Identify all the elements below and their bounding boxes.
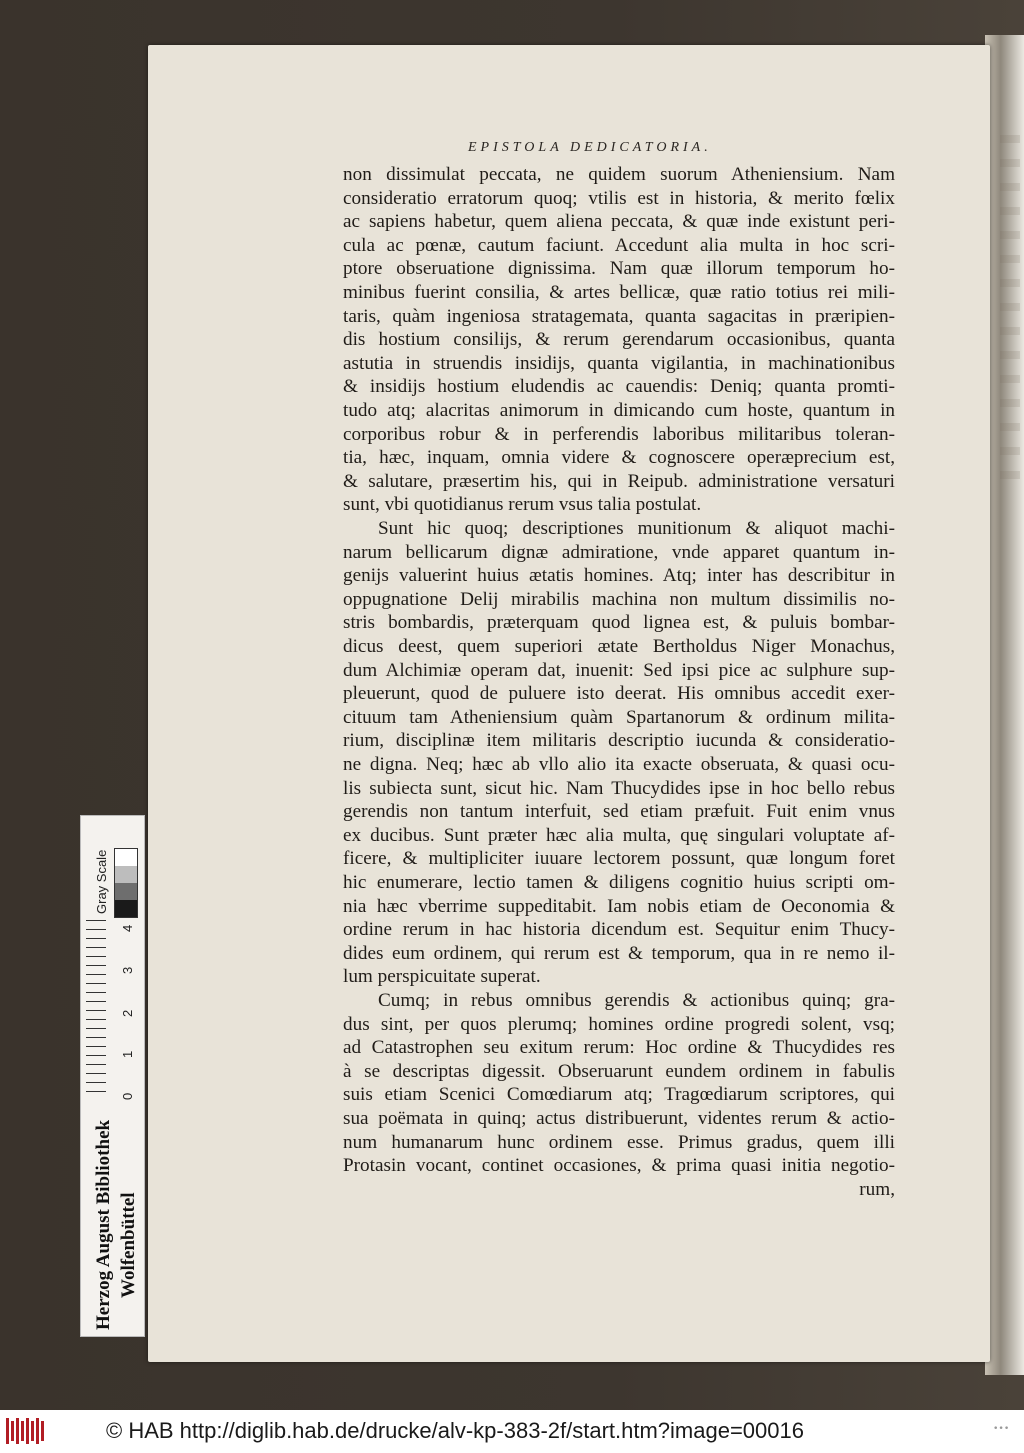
text-line: tia, hæc, inquam, omnia videre & cognoscere operæprecium est, xyxy=(343,447,895,469)
text-line: cituum tam Atheniensium quàm Spartanorum & ordinum milita- xyxy=(343,706,895,728)
logo-bar xyxy=(16,1418,19,1444)
text-line: nia hæc vberrime suppeditabit. Iam nobis etiam de Oeconomia & xyxy=(343,895,895,917)
logo-bar xyxy=(6,1418,9,1444)
text-line: ficere, & multipliciter iuuare lectorem possunt, quæ longum foret xyxy=(343,848,895,870)
text-line: stris bombardis, præterquam quod lignea est, & puluis bombar- xyxy=(343,612,895,634)
text-line: pleuerunt, quod de puluere isto deerat. His omnibus accedit exer- xyxy=(343,683,895,705)
text-line: rium, disciplinæ item militaris descriptio iucunda & consideratio- xyxy=(343,730,895,752)
text-line: hic enumerare, lectio tamen & diligens cognitio huius scripti om- xyxy=(343,872,895,893)
swatch xyxy=(115,866,137,883)
text-line: rum, xyxy=(859,1178,895,1200)
text-line: lis subiecta sunt, sicut hic. Nam Thucydides ipse in hoc bello rebus xyxy=(343,777,895,799)
text-line: ptore obseruatione dignissima. Nam quæ illorum temporum ho- xyxy=(343,258,895,280)
text-line: non dissimulat peccata, ne quidem suorum Atheniensium. Nam xyxy=(343,164,895,185)
text-line: minibus fuerint consilia, & artes bellicæ, quæ ratio totius rei mili- xyxy=(343,282,895,303)
text-line: dis hostium consilijs, & rerum gerendarum occasionibus, quanta xyxy=(343,329,895,351)
text-line: genijs valuerint huius ætatis homines. Atq; inter has describitur in xyxy=(343,565,895,587)
text-line: num humanarum hunc ordinem esse. Primus gradus, quem illi xyxy=(343,1131,895,1153)
text-line: sunt, vbi quotidianus rerum vsus talia postulat. xyxy=(343,494,702,516)
text-line: dus sint, per quos plerumq; homines ordine progredi solent, vsq; xyxy=(343,1013,895,1035)
text-line: narum bellicarum dignæ admiratione, vnde apparet quantum in- xyxy=(343,541,895,563)
text-line: Protasin vocant, continet occasiones, & prima quasi initia negotio- xyxy=(343,1155,895,1177)
text-line: lum perspicuitate superat. xyxy=(343,966,541,988)
tick-label: 1 xyxy=(120,1050,135,1058)
text-line: Cumq; in rebus omnibus gerendis & actionibus quinq; gra- xyxy=(378,990,895,1011)
swatch xyxy=(115,900,137,917)
copyright-link[interactable]: © HAB http://diglib.hab.de/drucke/alv-kp-383-2f/start.htm?image=00016 xyxy=(106,1418,804,1443)
text-line: ex ducibus. Sunt præter hæc alia multa, quę singulari voluptate af- xyxy=(343,824,895,846)
swatch xyxy=(115,883,137,900)
text-line: ac sapiens habetur, quem aliena peccata, & quæ inde existunt peri- xyxy=(343,211,895,233)
text-line: ne digna. Neq; hæc ab vllo alio ita exacte obseruata, & quasi ocu- xyxy=(343,754,895,775)
text-line: astutia in struendis insidijs, quanta vigilantia, in machinationibus xyxy=(343,352,895,374)
text-line: consideratio erratorum quoq; vtilis est in historia, & merito fœlix xyxy=(343,187,895,209)
text-line: cula ac pœnæ, cautum faciunt. Accedunt alia multa in hoc scri- xyxy=(343,234,895,256)
margin-bleed xyxy=(1000,135,1020,495)
text-line: oppugnatione Delij mirabilis machina non multum dissimilis no- xyxy=(343,588,895,610)
logo-bar xyxy=(41,1421,44,1441)
text-line: Sunt hic quoq; descriptiones munitionum & aliquot machi- xyxy=(378,518,895,539)
text-line: sua poëmata in quinq; actus distribuerunt, videntes rerum & actio- xyxy=(343,1108,895,1129)
library-city: Wolfenbüttel xyxy=(118,1192,139,1298)
text-line: suis etiam Scenici Comœdiarum atq; Tragœdiarum scriptores, qui xyxy=(343,1084,895,1106)
logo-bar xyxy=(26,1418,29,1444)
logo-bar xyxy=(21,1421,24,1441)
gray-scale-swatches xyxy=(114,848,138,918)
text-line: dides eum ordinem, qui rerum est & temporum, qua in re nemo il- xyxy=(343,942,895,964)
text-line: ordine rerum in hac historia dicendum est. Sequitur enim Thucy- xyxy=(343,919,895,941)
text-line: tudo atq; alacritas animorum in dimicando cum hoste, quantum in xyxy=(343,400,895,421)
text-line: & salutare, præsertim his, qui in Reipub. administratione versaturi xyxy=(343,470,895,492)
hab-logo-icon xyxy=(6,1418,46,1444)
library-name: Herzog August Bibliothek xyxy=(93,1119,114,1330)
dots-icon: ••• xyxy=(993,1424,1010,1434)
library-label xyxy=(83,1008,143,1328)
logo-bar xyxy=(36,1418,39,1444)
text-line: & insidijs hostium eludendis ac cauendis: Deniq; quanta promti- xyxy=(343,376,895,398)
text-line: dum Alchimiæ operam dat, inuenit: Sed ipsi pice ac sulphure sup- xyxy=(343,659,895,681)
tick-label: 0 xyxy=(120,1092,135,1100)
text-line: dicus deest, quem superiori ætate Bertholdus Niger Monachus, xyxy=(343,636,895,657)
text-line: gerendis non tantum interfuit, sed etiam præfuit. Fuit enim vnus xyxy=(343,801,895,823)
logo-bar xyxy=(11,1421,14,1441)
text-line: ad Catastrophen seu exitum rerum: Hoc ordine & Thucydides res xyxy=(343,1037,895,1059)
logo-bar xyxy=(31,1421,34,1441)
text-line: taris, quàm ingeniosa stratagemata, quanta sagacitas in præripien- xyxy=(343,305,895,327)
tick-label: 2 xyxy=(120,1009,135,1017)
tick-label: 4 xyxy=(120,924,135,932)
text-line: à se descriptas digessit. Obseruarunt eundem ordinem in fabulis xyxy=(343,1060,895,1082)
tick-label: 3 xyxy=(120,966,135,974)
running-head: EPISTOLA DEDICATORIA. xyxy=(468,140,712,155)
swatch xyxy=(115,849,137,866)
gray-scale-label: Gray Scale xyxy=(94,849,109,914)
text-line: corporibus robur & in perferendis laboribus militaribus toleran- xyxy=(343,423,895,445)
